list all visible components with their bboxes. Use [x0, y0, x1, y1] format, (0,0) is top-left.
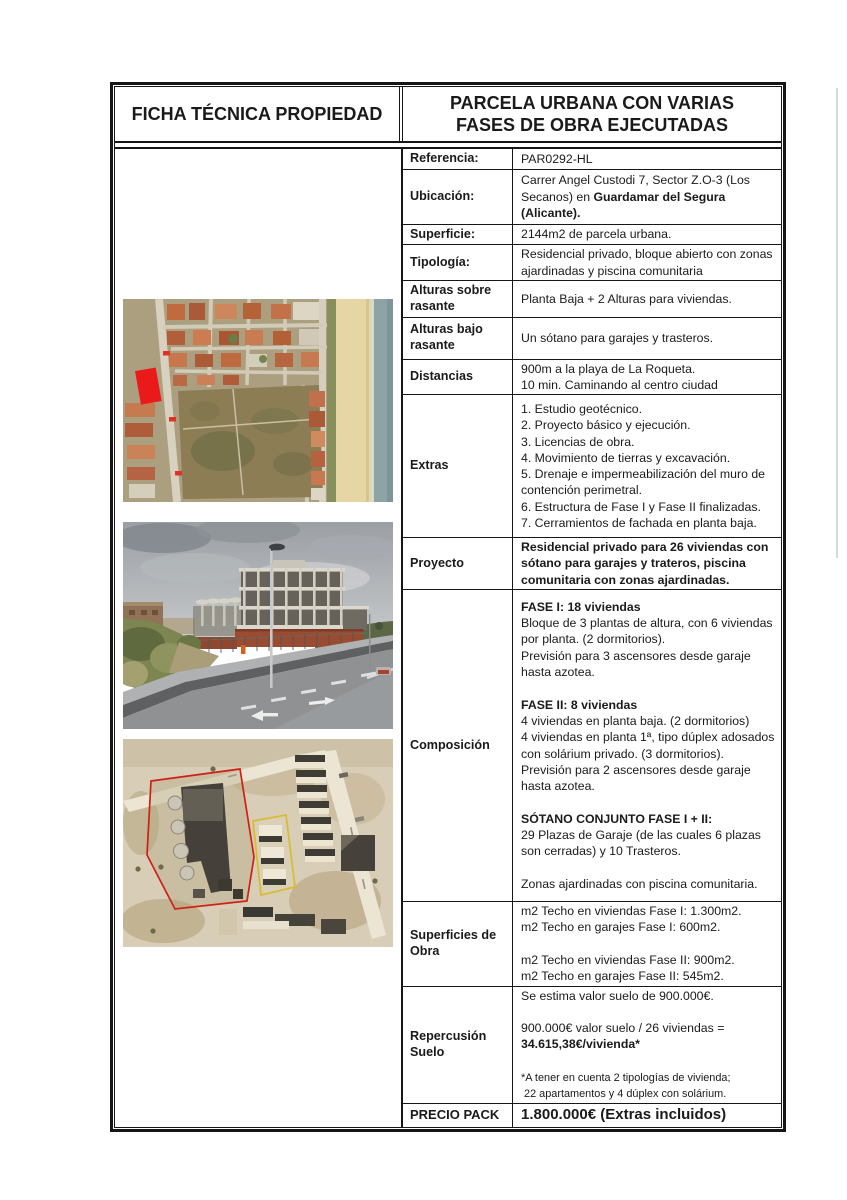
value-line: Zonas ajardinadas con piscina comunitaria. [521, 876, 758, 891]
value-line: 7. Cerramientos de fachada en planta baja. [521, 516, 757, 531]
value-line: Un sótano para garajes y trasteros. [521, 330, 714, 345]
row-proyecto [403, 538, 781, 590]
row-value [513, 360, 781, 395]
property-headline-text: PARCELA URBANA CON VARIAS FASES DE OBRA EJECUTADAS [449, 92, 734, 135]
row-value [513, 281, 781, 316]
datasheet-inner-frame [114, 86, 782, 1128]
value-line: Bloque de 3 plantas de altura, con 6 viviendas por planta. (2 dormitorios). [521, 616, 773, 647]
row-label: Repercusión Suelo [403, 987, 513, 1103]
datasheet-header [115, 87, 781, 143]
value-line: FASE II: 8 viviendas [521, 697, 638, 712]
value-line: 4 viviendas en planta 1ª, tipo dúplex adosados con solárium privado. (3 dormitorios). [521, 730, 775, 761]
row-precio-pack [403, 1104, 781, 1127]
value-line: 34.615,38€/vivienda* [521, 1037, 640, 1052]
value-line [521, 936, 777, 952]
row-value [513, 902, 781, 985]
value-line: 900.000€ valor suelo / 26 viviendas = [521, 1021, 725, 1036]
row-label: Distancias [403, 360, 513, 395]
row-label: Ubicación: [403, 170, 513, 224]
value-line: Previsión para 3 ascensores desde garaje hasta azotea. [521, 648, 751, 680]
value-line: 29 Plazas de Garaje (de las cuales 6 plazas son cerradas) y 10 Trasteros. [521, 828, 761, 859]
row-value [513, 395, 781, 537]
row-value [513, 1104, 781, 1127]
value-line: SÓTANO CONJUNTO FASE I + II: [521, 811, 713, 826]
photos-column [115, 149, 403, 1127]
value-line: 5. Drenaje e impermeabilización del muro de contención perimetral. [521, 467, 766, 498]
value-line [521, 860, 777, 876]
row-alturas-sobre-rasante [403, 281, 781, 317]
value-line [521, 1053, 777, 1069]
row-value [513, 987, 781, 1103]
row-composicion [403, 590, 781, 902]
row-superficies-de-obra [403, 902, 781, 986]
row-superficie [403, 225, 781, 246]
datasheet-body [115, 147, 781, 1127]
value-line: 1. Estudio geotécnico. [521, 401, 642, 416]
row-alturas-bajo-rasante [403, 318, 781, 360]
row-label: Superficies de Obra [403, 902, 513, 985]
row-extras [403, 395, 781, 538]
value-line: 1.800.000€ (Extras incluidos) [521, 1105, 727, 1123]
scan-artifact-line [836, 88, 838, 558]
row-label: Extras [403, 395, 513, 537]
value-line: 10 min. Caminando al centro ciudad [521, 377, 718, 392]
value-line: 2. Proyecto básico y ejecución. [521, 418, 691, 433]
value-line [521, 794, 777, 810]
row-label: Referencia: [403, 149, 513, 169]
satellite-map-photo [123, 299, 393, 502]
street-view-photo [123, 522, 393, 729]
row-value [513, 245, 781, 280]
value-line [521, 1004, 777, 1020]
row-label: Tipología: [403, 245, 513, 280]
aerial-parcel-photo [123, 739, 393, 947]
value-line [521, 680, 777, 696]
row-label: Composición [403, 590, 513, 901]
value-line: 3. Licencias de obra. [521, 434, 635, 449]
row-ubicacion [403, 170, 781, 225]
row-value [513, 170, 781, 224]
row-value [513, 225, 781, 245]
value-line: 6. Estructura de Fase I y Fase II finalizadas. [521, 499, 761, 514]
row-label: PRECIO PACK [403, 1104, 513, 1127]
row-value [513, 590, 781, 901]
property-datasheet [110, 82, 786, 1132]
value-line: Planta Baja + 2 Alturas para viviendas. [521, 291, 732, 306]
row-label: Proyecto [403, 538, 513, 589]
value-line: Residencial privado para 26 viviendas con sótano para garajes y trateros, piscina comunitaria con zonas ajardinadas. [521, 540, 769, 587]
value-line: m2 Techo en viviendas Fase I: 1.300m2. [521, 904, 742, 919]
row-label: Alturas sobre rasante [403, 281, 513, 316]
value-line: 2144m2 de parcela urbana. [521, 227, 672, 242]
value-line: Previsión para 2 ascensores desde garaje hasta azotea. [521, 762, 751, 794]
property-rows [403, 149, 781, 1127]
value-line: m2 Techo en viviendas Fase II: 900m2. [521, 952, 735, 967]
value-line: 22 apartamentos y 4 dúplex con solárium. [521, 1088, 727, 1101]
value-line: m2 Techo en garajes Fase I: 600m2. [521, 920, 721, 935]
row-label: Superficie: [403, 225, 513, 245]
row-tipologia [403, 245, 781, 281]
row-distancias [403, 360, 781, 396]
value-line: Se estima valor suelo de 900.000€. [521, 988, 714, 1003]
value-line: FASE I: 18 viviendas [521, 599, 641, 614]
row-value [513, 318, 781, 359]
value-line: PAR0292-HL [521, 151, 593, 166]
value-line: 4 viviendas en planta baja. (2 dormitorios) [521, 713, 750, 728]
row-value [513, 149, 781, 169]
value-line: Carrer Angel Custodi 7, Sector Z.O-3 (Los Secanos) en Guardamar del Segura (Alicante). [521, 173, 750, 220]
row-label: Alturas bajo rasante [403, 318, 513, 359]
row-repercusion-suelo [403, 987, 781, 1104]
row-value [513, 538, 781, 589]
datasheet-title: FICHA TÉCNICA PROPIEDAD [115, 87, 403, 141]
property-headline [403, 87, 781, 141]
value-line: *A tener en cuenta 2 tipologías de vivienda; [521, 1071, 731, 1084]
value-line: Residencial privado, bloque abierto con zonas ajardinadas y piscina comunitaria [521, 247, 773, 278]
value-line: m2 Techo en garajes Fase II: 545m2. [521, 969, 724, 984]
value-line: 4. Movimiento de tierras y excavación. [521, 450, 731, 465]
value-line: 900m a la playa de La Roqueta. [521, 361, 696, 376]
row-referencia [403, 149, 781, 170]
